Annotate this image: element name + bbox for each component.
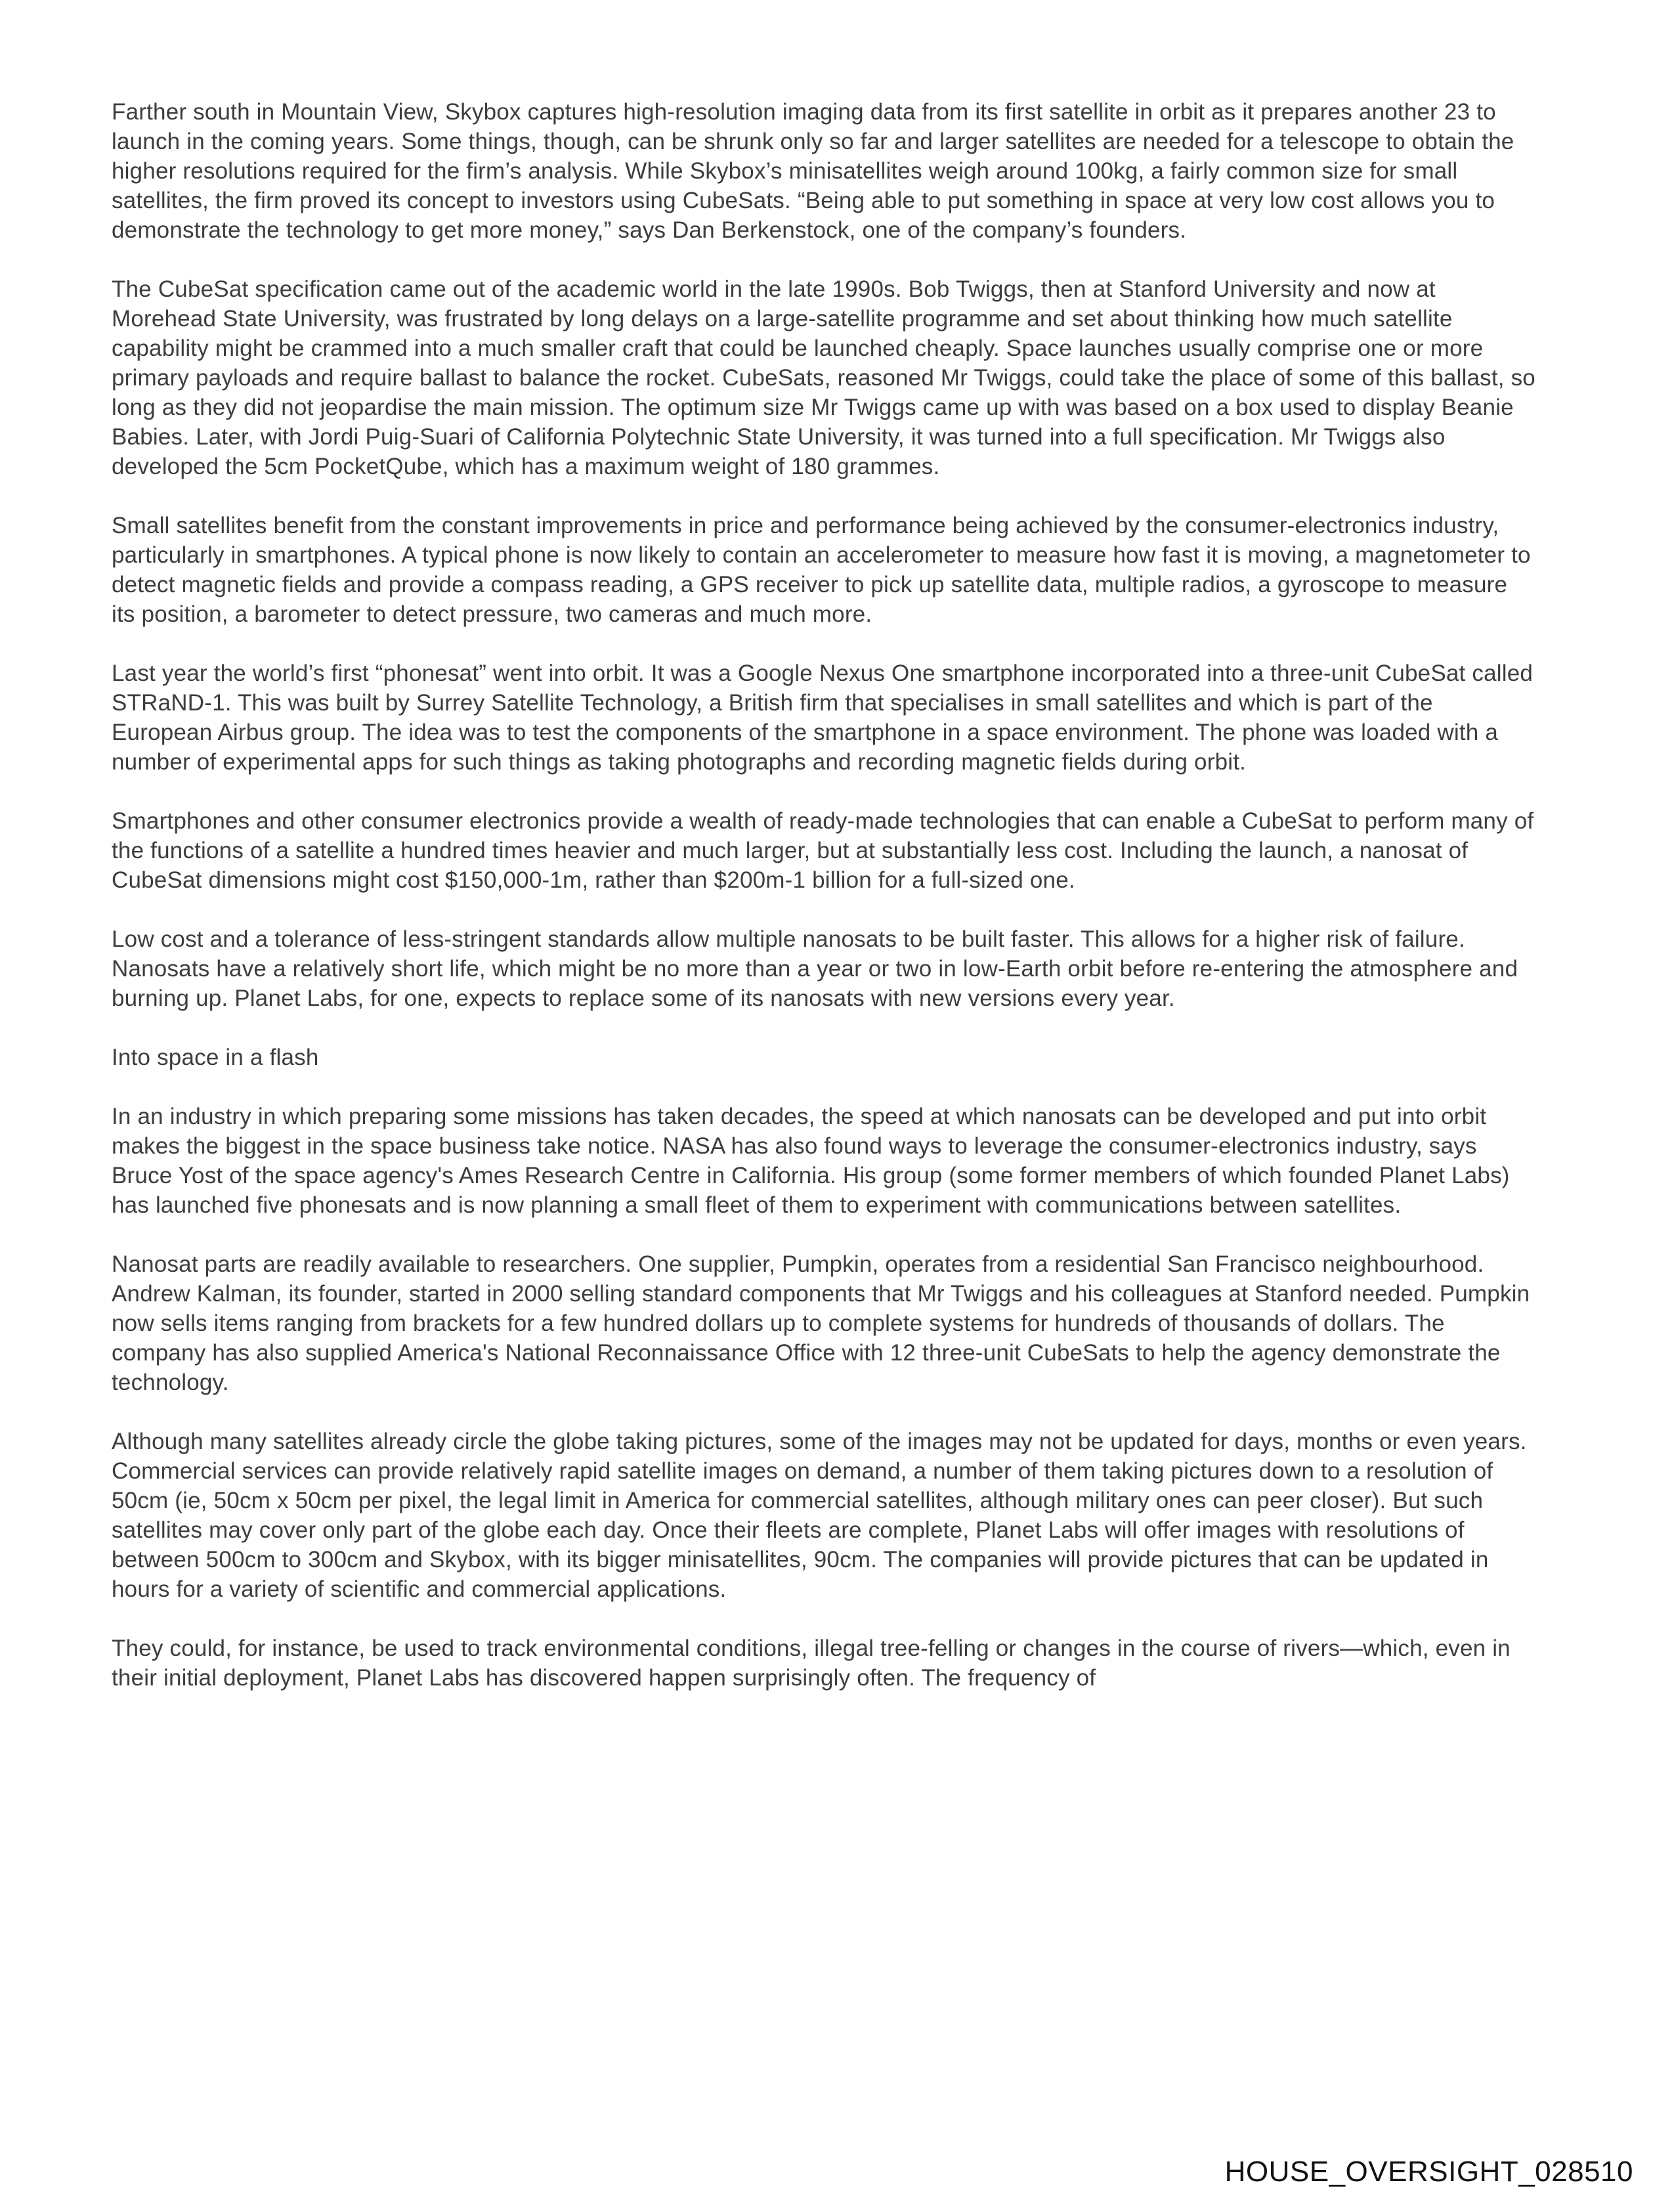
paragraph-smartphone-technologies: Smartphones and other consumer electronics provide a wealth of ready-made technologies that can enable a CubeSat to perform many of the functions of a satellite a hundred times heavier and much larger, but at substantially less cost. Including the launch, a nanosat of CubeSat dimensions might cost $150,000-1m, rather than $200m-1 billion for a full-sized one. [112,808,1534,893]
paragraph-cubesat-specification: The CubeSat specification came out of the academic world in the late 1990s. Bob Twiggs, then at Stanford University and now at Morehead State University, was frustrated by long delays on a large-satellite programme and set about thinking how much satellite capability might be crammed into a much smaller craft that could be launched cheaply. Space launches usually comprise one or more primary payloads and require ballast to balance the rocket. CubeSats, reasoned Mr Twiggs, could take the place of some of this ballast, so long as they did not jeopardise the main mission. The optimum size Mr Twiggs came up with was based on a box used to display Beanie Babies. Later, with Jordi Puig-Suari of California Polytechnic State University, it was turned into a full specification. Mr Twiggs also developed the 5cm PocketQube, which has a maximum weight of 180 grammes. [112,276,1535,479]
paragraph-environmental-tracking: They could, for instance, be used to track environmental conditions, illegal tree-felling or changes in the course of rivers—which, even in their initial deployment, Planet Labs has discovered happen surprisingly often. The frequency of [112,1636,1511,1691]
paragraph-first-phonesat: Last year the world’s first “phonesat” went into orbit. It was a Google Nexus One smartphone incorporated into a three-unit CubeSat called STRaND-1. This was built by Surrey Satellite Technology, a British firm that specialises in small satellites and which is part of the European Airbus group. The idea was to test the components of the smartphone in a space environment. The phone was loaded with a number of experimental apps for such things as taking photographs and recording magnetic fields during orbit. [112,661,1534,775]
paragraph-small-satellites-benefit: Small satellites benefit from the constant improvements in price and performance being achieved by the consumer-electronics industry, particularly in smartphones. A typical phone is now likely to contain an accelerometer to measure how fast it is moving, a magnetometer to detect magnetic fields and provide a compass reading, a GPS receiver to pick up satellite data, multiple radios, a gyroscope to measure its position, a barometer to detect pressure, two cameras and much more. [112,513,1531,627]
bates-stamp: HOUSE_OVERSIGHT_028510 [1224,2156,1633,2188]
paragraph-satellite-imagery: Although many satellites already circle the globe taking pictures, some of the images may not be updated for days, months or even years. Commercial services can provide relatively rapid satellite images on demand, a number of them taking pictures down to a resolution of 50cm (ie, 50cm x 50cm per pixel, the legal limit in America for commercial satellites, although military ones can peer closer). But such satellites may cover only part of the globe each day. Once their fleets are complete, Planet Labs will offer images with resolutions of between 500cm to 300cm and Skybox, with its bigger minisatellites, 90cm. The companies will provide pictures that can be updated in hours for a variety of scientific and commercial applications. [112,1429,1527,1602]
paragraph-skybox-intro: Farther south in Mountain View, Skybox captures high-resolution imaging data from its first satellite in orbit as it prepares another 23 to launch in the coming years. Some things, though, can be shrunk only so far and larger satellites are needed for a telescope to obtain the higher resolutions required for the firm’s analysis. While Skybox’s minisatellites weigh around 100kg, a fairly common size for small satellites, the firm proved its concept to investors using CubeSats. “Being able to put something in space at very low cost allows you to demonstrate the technology to get more money,” says Dan Berkenstock, one of the company’s founders. [112,99,1514,243]
paragraph-industry-speed: In an industry in which preparing some missions has taken decades, the speed at which nanosats can be developed and put into orbit makes the biggest in the space business take notice. NASA has also found ways to leverage the consumer-electronics industry, says Bruce Yost of the space agency's Ames Research Centre in California. His group (some former members of which founded Planet Labs) has launched five phonesats and is now planning a small fleet of them to experiment with communications between satellites. [112,1104,1510,1218]
paragraph-nanosat-parts: Nanosat parts are readily available to researchers. One supplier, Pumpkin, operates from a residential San Francisco neighbourhood. Andrew Kalman, its founder, started in 2000 selling standard components that Mr Twiggs and his colleagues at Stanford needed. Pumpkin now sells items ranging from brackets for a few hundred dollars up to complete systems for hundreds of thousands of dollars. The company has also supplied America's National Reconnaissance Office with 12 three-unit CubeSats to help the agency demonstrate the technology. [112,1251,1530,1395]
article-body [112,97,1536,1722]
section-heading-into-space: Into space in a flash [112,1045,319,1070]
paragraph-low-cost-tolerance: Low cost and a tolerance of less-stringent standards allow multiple nanosats to be built faster. This allows for a higher risk of failure. Nanosats have a relatively short life, which might be no more than a year or two in low-Earth orbit before re-entering the atmosphere and burning up. Planet Labs, for one, expects to replace some of its nanosats with new versions every year. [112,926,1518,1011]
